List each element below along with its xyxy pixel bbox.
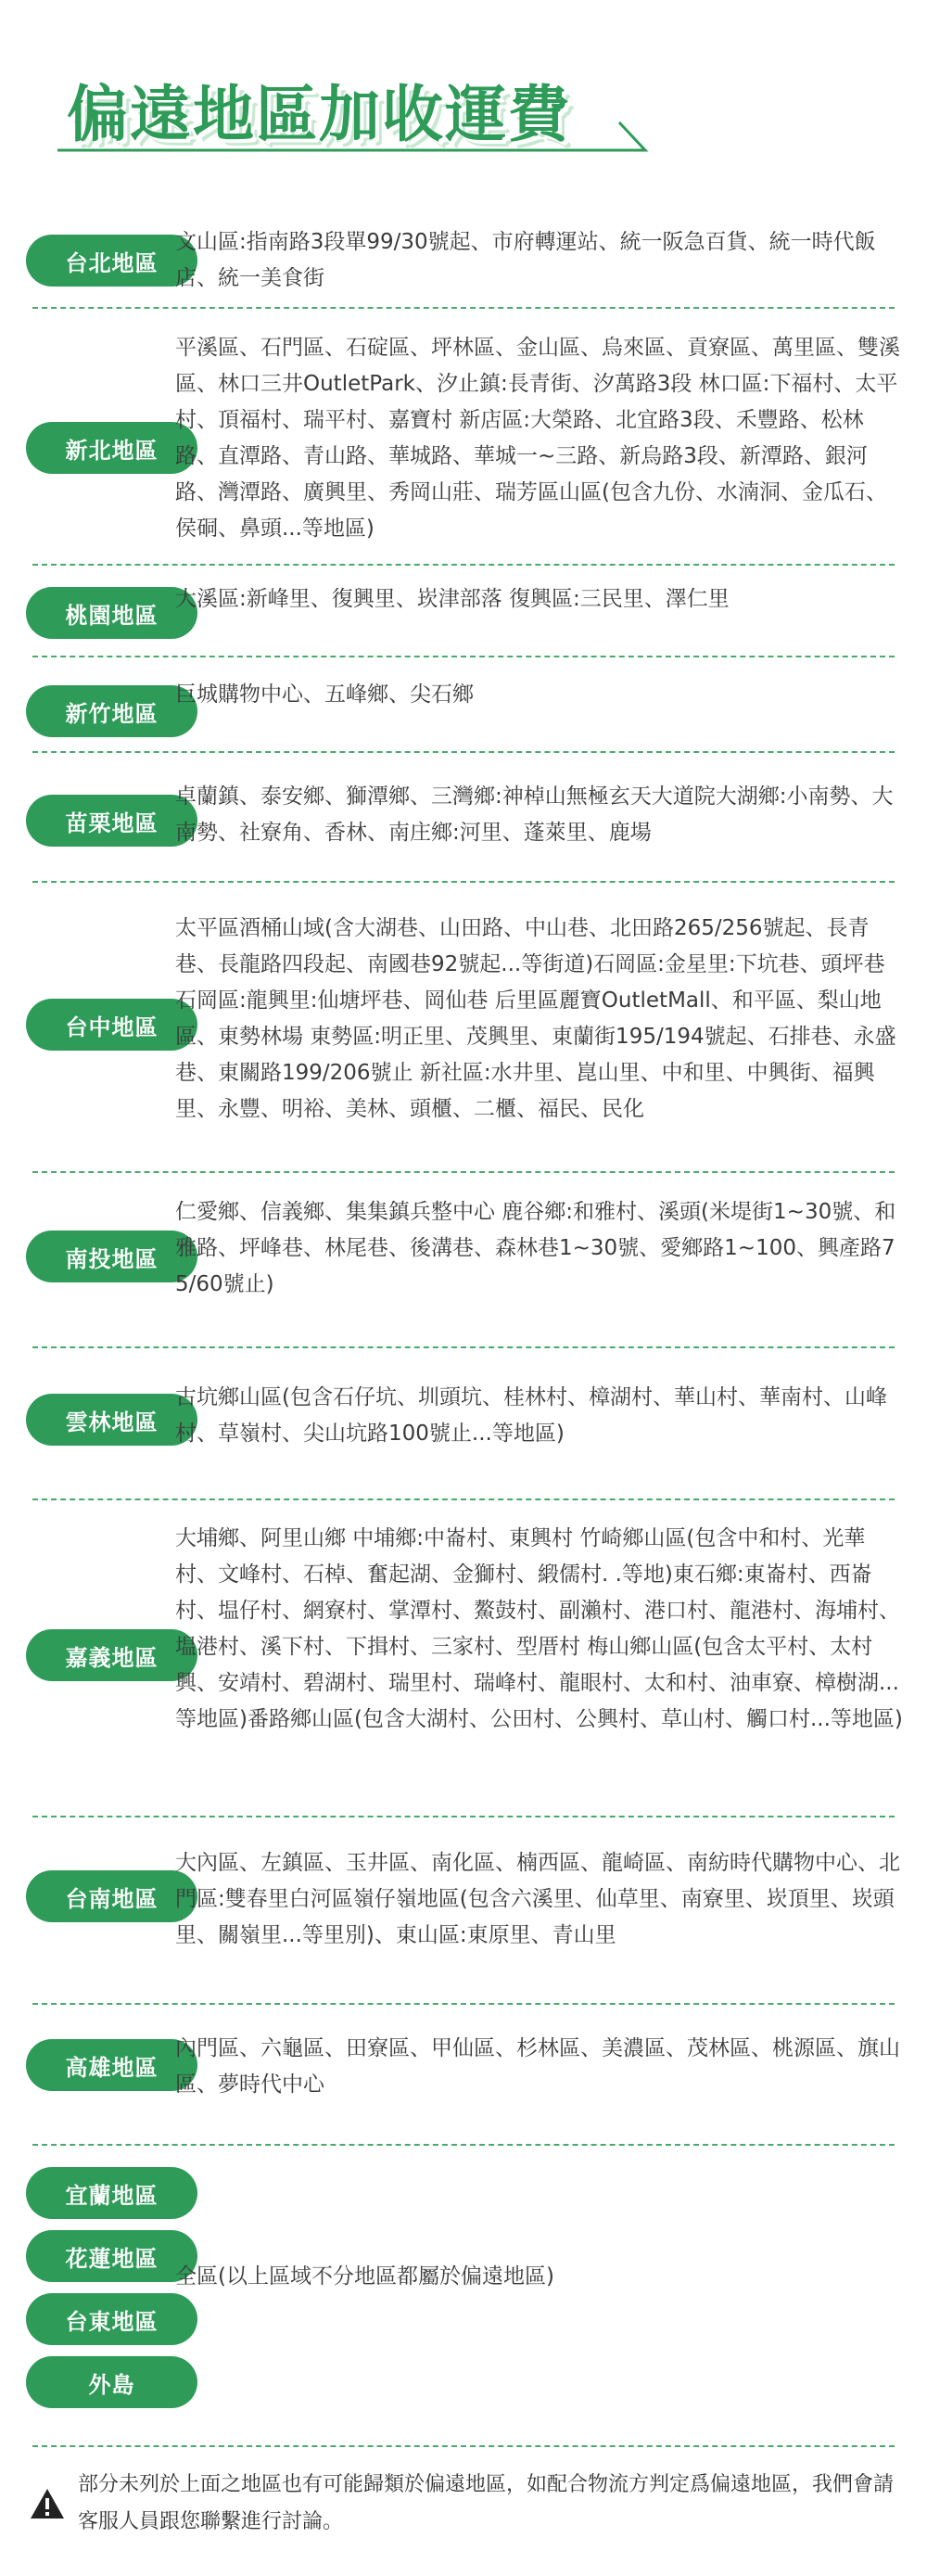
region-tag: 外島 — [26, 2356, 197, 2408]
region-tag: 南投地區 — [26, 1231, 197, 1282]
notice-text: 部分未列於上面之地區也有可能歸類於偏遠地區，如配合物流方判定爲偏遠地區，我們會請客服人員跟您聯繫進行討論。 — [78, 2473, 895, 2533]
region-tag: 宜蘭地區 — [26, 2167, 197, 2219]
region-description: 內門區、六龜區、田寮區、甲仙區、杉林區、美濃區、茂林區、桃源區、旗山區、夢時代中心 — [175, 2036, 900, 2097]
section-divider — [32, 1346, 895, 1348]
region-description: 大埔鄉、阿里山鄉 中埔鄉:中崙村、東興村 竹崎鄉山區(包含中和村、光華村、文峰村、石棹、奮起湖、金獅村、緞儒村. .等地)東石鄉:東崙村、西崙村、塭仔村、網寮村、掌潭村、鰲鼓村、副瀨村、港口村、龍港村、海埔村、塭港村、溪下村、下揖村、三家村、型厝村 梅山鄉山區(包含太平村、太村興、安靖村、碧湖村、瑞里村、瑞峰村、龍眼村、太和村、油車寮、樟樹湖...等地區)番路鄉山區(包含大湖村、公田村、公興村、草山村、觸口村...等地區) — [175, 1526, 903, 1731]
region-tag: 雲林地區 — [26, 1394, 197, 1446]
region-description: 大溪區:新峰里、復興里、崁津部落 復興區:三民里、澤仁里 — [175, 587, 730, 611]
region-tag: 新北地區 — [26, 422, 197, 474]
section-divider — [32, 881, 895, 883]
region-description: 仁愛鄉、信義鄉、集集鎮兵整中心 鹿谷鄉:和雅村、溪頭(米堤街1~30號、和雅路、坪峰巷、林尾巷、後溝巷、森林巷1~30號、愛鄉路1~100、興產路75/60號止) — [175, 1200, 896, 1296]
region-tag: 台北地區 — [26, 235, 197, 287]
warning-icon — [30, 2487, 65, 2520]
region-tag: 嘉義地區 — [26, 1629, 197, 1681]
section-divider — [32, 2003, 895, 2005]
section-divider — [32, 564, 895, 566]
section-divider — [32, 307, 895, 309]
section-divider — [32, 1498, 895, 1500]
section-divider — [32, 1171, 895, 1173]
region-description: 文山區:指南路3段單99/30號起、市府轉運站、統一阪急百貨、統一時代飯店、統一美食街 — [175, 230, 876, 290]
section-divider — [32, 2144, 895, 2146]
page-title: 偏遠地區加收運費 — [67, 79, 571, 150]
region-description: 卓蘭鎮、泰安鄉、獅潭鄉、三灣鄉:神棹山無極玄天大道院大湖鄉:小南勢、大南勢、社寮角、香林、南庄鄉:河里、蓬萊里、鹿場 — [175, 784, 894, 845]
region-tag: 桃園地區 — [26, 587, 197, 639]
region-description: 太平區酒桶山域(含大湖巷、山田路、中山巷、北田路265/256號起、長青巷、長龍路四段起、南國巷92號起...等街道)石岡區:金星里:下坑巷、頭坪巷石岡區:龍興里:仙塘坪巷、岡仙巷 后里區麗寶OutletMall、和平區、梨山地區、東勢林場 東勢區:明正里、茂興里、東蘭街195/194號起、石排巷、永盛巷、東關路199/206號止 新社區:水井里、崑山里、中和里、中興街、福興里、永豐、明裕、美林、頭櫃、二櫃、福民、民化 — [175, 916, 896, 1121]
region-description: 平溪區、石門區、石碇區、坪林區、金山區、烏來區、貢寮區、萬里區、雙溪區、林口三井OutletPark、汐止鎮:長青街、汐萬路3段 林口區:下福村、太平村、頂福村、瑞平村、嘉寶村 新店區:大榮路、北宜路3段、禾豐路、松林路、直潭路、青山路、華城路、華城一~三路、新烏路3段、新潭路、銀河路、灣潭路、廣興里、秀岡山莊、瑞芳區山區(包含九份、水湳洞、金瓜石、侯硐、鼻頭...等地區) — [175, 336, 900, 541]
section-divider — [32, 1816, 895, 1817]
region-tag: 台東地區 — [26, 2293, 197, 2345]
section-divider — [32, 2445, 895, 2447]
region-tag: 台中地區 — [26, 999, 197, 1051]
region-description: 全區(以上區域不分地區都屬於偏遠地區) — [175, 2264, 554, 2289]
region-description: 巨城購物中心、五峰鄉、尖石鄉 — [175, 682, 474, 707]
region-tag: 苗栗地區 — [26, 795, 197, 847]
region-tag: 花蓮地區 — [26, 2230, 197, 2282]
section-divider — [32, 751, 895, 753]
region-description: 大內區、左鎮區、玉井區、南化區、楠西區、龍崎區、南紡時代購物中心、北門區:雙春里白河區嶺仔嶺地區(包含六溪里、仙草里、南寮里、崁頂里、崁頭里、關嶺里...等里別)、東山區:東原里、青山里 — [175, 1851, 900, 1947]
section-divider — [32, 656, 895, 657]
region-tag: 高雄地區 — [26, 2039, 197, 2091]
region-description: 古坑鄉山區(包含石仔坑、圳頭坑、桂林村、樟湖村、華山村、華南村、山峰村、草嶺村、尖山坑路100號止...等地區) — [175, 1385, 887, 1446]
region-tag: 台南地區 — [26, 1870, 197, 1922]
region-tag: 新竹地區 — [26, 685, 197, 737]
